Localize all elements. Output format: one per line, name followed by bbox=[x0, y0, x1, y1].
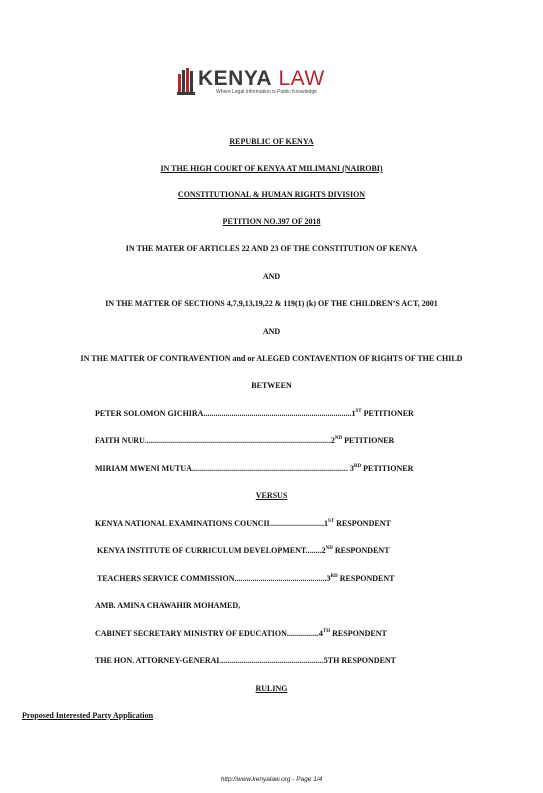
matter-articles: IN THE MATER OF ARTICLES 22 AND 23 OF THE CONSTITUTION OF KENYA bbox=[125, 244, 418, 253]
versus-heading: VERSUS bbox=[255, 491, 288, 500]
leader-dots: ................ bbox=[286, 629, 319, 638]
respondent-3: TEACHERS SERVICE COMMISSION..............................................3RD RESPONDENT bbox=[97, 574, 395, 583]
leader-dots: .............................................. bbox=[234, 574, 327, 583]
leader-dots: .............................................................................. bbox=[191, 464, 348, 473]
respondent-2: KENYA INSTITUTE OF CURRICULUM DEVELOPMENT........2ND RESPONDENT bbox=[97, 546, 390, 555]
matter-contravention: IN THE MATTER OF CONTRAVENTION and or ALEGED CONTAVENTION OF RIGHTS OF THE CHILD bbox=[80, 354, 463, 363]
logo-wordmark: KENYA LAW bbox=[198, 67, 325, 90]
matter-sections: IN THE MATTER OF SECTIONS 4,7,9,13,19,22 & 119(1) (k) OF THE CHILDREN’S ACT, 2001 bbox=[105, 299, 438, 308]
division-heading: CONSTITUTIONAL & HUMAN RIGHTS DIVISION bbox=[177, 190, 366, 199]
and-separator-1: AND bbox=[262, 272, 281, 281]
party-name: KENYA INSTITUTE OF CURRICULUM DEVELOPMENT bbox=[97, 546, 306, 555]
party-name: TEACHERS SERVICE COMMISSION bbox=[97, 574, 235, 583]
leader-dots: .......................................................................... bbox=[203, 409, 352, 418]
petitioner-2: FAITH NURU.............................................................................................2ND PETITIONER bbox=[95, 436, 395, 445]
leader-dots: ........ bbox=[305, 546, 322, 555]
petition-number: PETITION NO.397 OF 2018 bbox=[222, 217, 321, 226]
respondent-4: CABINET SECRETARY MINISTRY OF EDUCATION................4TH RESPONDENT bbox=[95, 629, 387, 638]
respondent-1: KENYA NATIONAL EXAMINATIONS COUNCIL..........................1ST RESPONDENT bbox=[95, 519, 391, 528]
kenya-law-columns-icon bbox=[176, 66, 198, 96]
court-heading: IN THE HIGH COURT OF KENYA AT MILIMANI (NAIROBI) bbox=[160, 164, 383, 173]
party-name: CABINET SECRETARY MINISTRY OF EDUCATION bbox=[95, 629, 287, 638]
party-name: FAITH NURU bbox=[95, 436, 145, 445]
ruling-heading: RULING bbox=[255, 684, 288, 693]
respondent-5: THE HON. ATTORNEY-GENERAL...................................................5TH RESPONDENT bbox=[95, 656, 397, 665]
kenya-law-logo bbox=[176, 66, 346, 100]
republic-heading: REPUBLIC OF KENYA bbox=[229, 137, 314, 146]
page-footer[interactable]: http://www.kenyalaw.org - Page 1/4 bbox=[220, 776, 323, 783]
petitioner-1: PETER SOLOMON GICHIRA..........................................................................1ST PETITIONER bbox=[95, 409, 414, 418]
party-name: THE HON. ATTORNEY-GENERAL bbox=[95, 656, 222, 665]
respondent-4-name: AMB. AMINA CHAWAHIR MOHAMED, bbox=[95, 601, 241, 610]
party-name: MIRIAM MWENI MUTUA bbox=[95, 464, 192, 473]
leader-dots: ............................................................................................. bbox=[144, 436, 331, 445]
logo-tagline: Where Legal Information is Public Knowledge bbox=[216, 89, 317, 95]
party-name: KENYA NATIONAL EXAMINATIONS COUNCIL bbox=[95, 519, 272, 528]
party-name: PETER SOLOMON GICHIRA bbox=[95, 409, 204, 418]
section-subheading: Proposed Interested Party Application bbox=[22, 711, 154, 720]
and-separator-2: AND bbox=[262, 327, 281, 336]
leader-dots: ................................................... bbox=[221, 656, 324, 665]
leader-dots: .......................... bbox=[272, 519, 324, 528]
between-heading: BETWEEN bbox=[251, 381, 292, 390]
petitioner-3: MIRIAM MWENI MUTUA.............................................................................. 3RD PETITIONER bbox=[95, 464, 414, 473]
